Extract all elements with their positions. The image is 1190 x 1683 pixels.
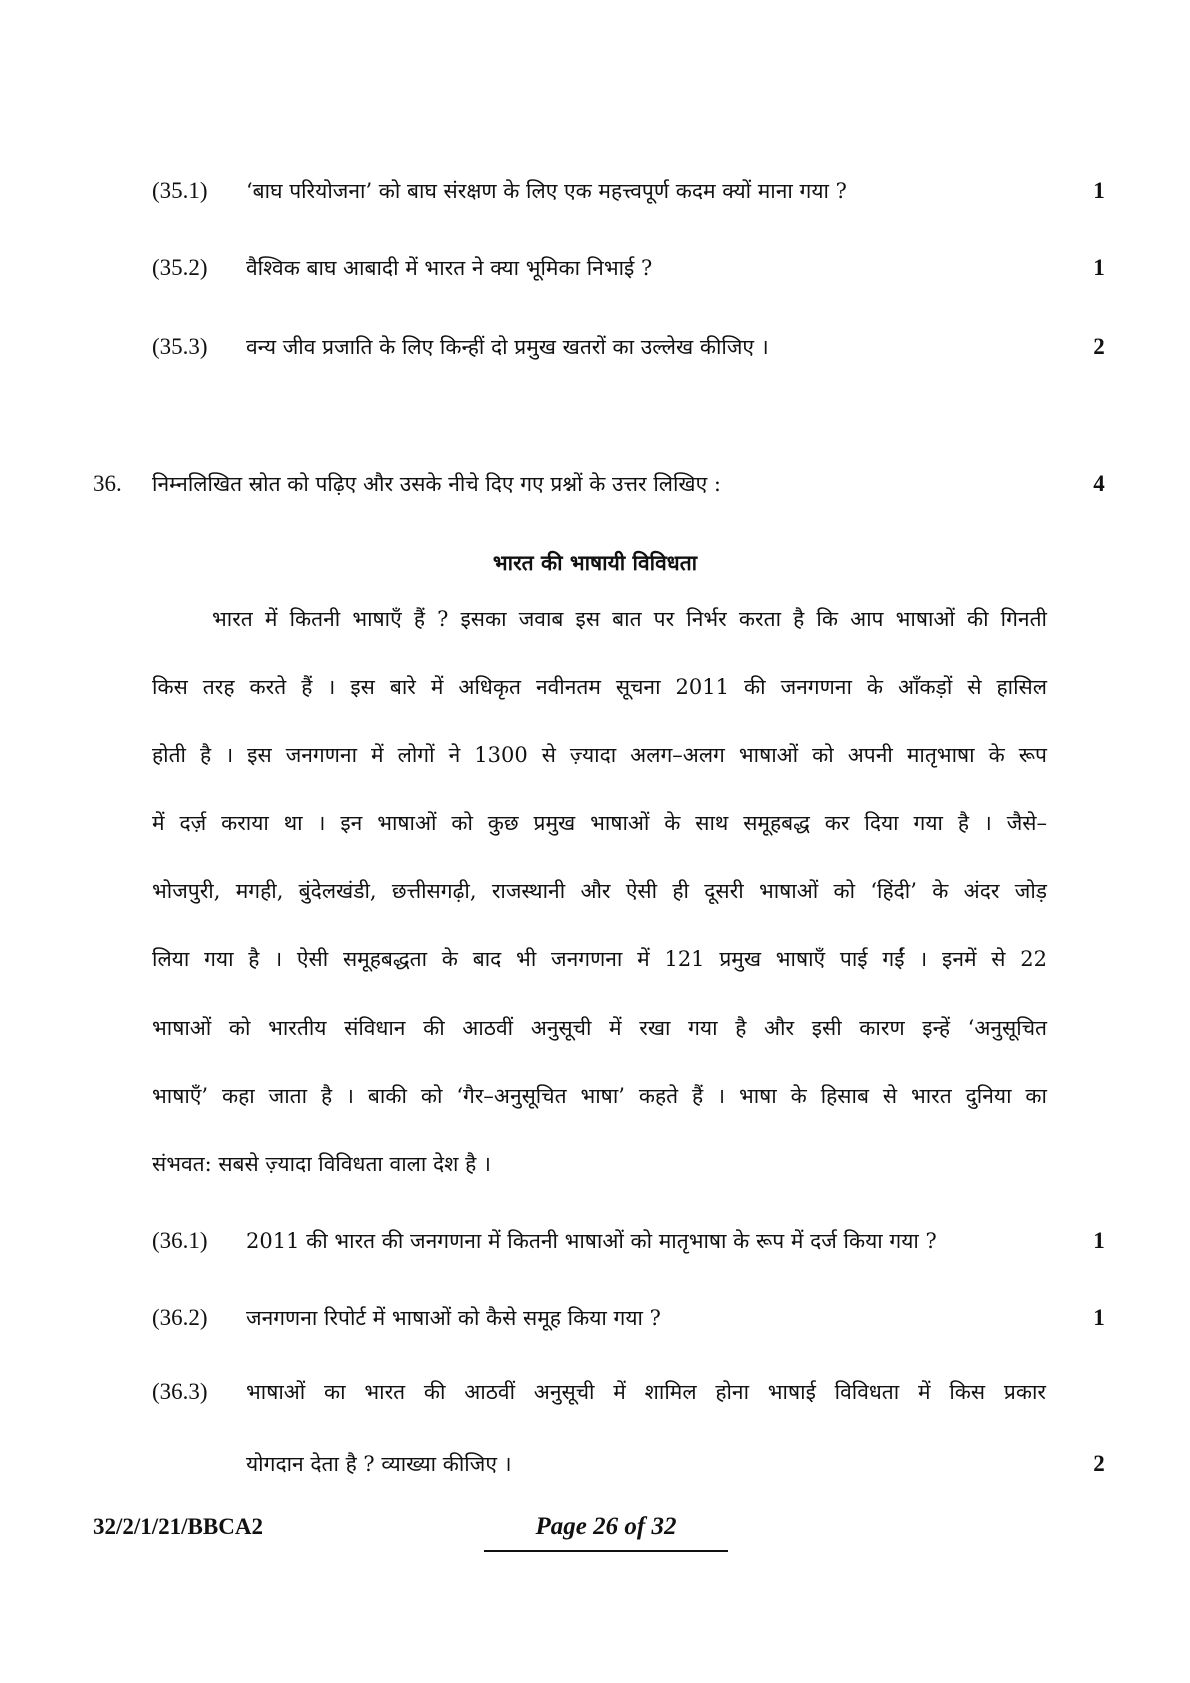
subquestion-label: (36.2): [152, 1305, 208, 1330]
subquestion-text-continued: योगदान देता है ? व्याख्या कीजिए ।: [246, 1452, 512, 1476]
question-number: 36.: [93, 471, 122, 496]
passage-line: भारत में कितनी भाषाएँ हैं ? इसका जवाब इस बात पर निर्भर करता है कि आप भाषाओं की गिनती: [212, 607, 1047, 631]
passage-line: होती है । इस जनगणना में लोगों ने 1300 से ज़्यादा अलग–अलग भाषाओं को अपनी मातृभाषा के रूप: [152, 743, 1047, 767]
passage-line: भोजपुरी, मगही, बुंदेलखंडी, छत्तीसगढ़ी, राजस्थानी और ऐसी ही दूसरी भाषाओं को ‘हिंदी’ के अंदर जोड़: [152, 879, 1047, 903]
subquestion-text: 2011 की भारत की जनगणना में कितनी भाषाओं को मातृभाषा के रूप में दर्ज किया गया ?: [246, 1229, 937, 1253]
passage-line: भाषाओं को भारतीय संविधान की आठवीं अनुसूची में रखा गया है और इसी कारण इन्हें ‘अनुसूचित: [152, 1016, 1047, 1040]
marks: 2: [1093, 334, 1105, 359]
subquestion-label: (35.3): [152, 334, 208, 359]
subquestion-text: वन्य जीव प्रजाति के लिए किन्हीं दो प्रमुख खतरों का उल्लेख कीजिए ।: [246, 335, 769, 359]
passage-line: में दर्ज़ कराया था । इन भाषाओं को कुछ प्रमुख भाषाओं के साथ समूहबद्ध कर दिया गया है । जैसे–: [152, 811, 1047, 835]
marks: 1: [1093, 255, 1105, 280]
page-number: Page 26 of 32: [535, 1513, 677, 1540]
marks: 1: [1093, 1305, 1105, 1330]
subquestion-text: ‘बाघ परियोजना’ को बाघ संरक्षण के लिए एक महत्त्वपूर्ण कदम क्यों माना गया ?: [246, 179, 847, 203]
subquestion-text: भाषाओं का भारत की आठवीं अनुसूची में शामिल होना भाषाई विविधता में किस प्रकार: [246, 1380, 1046, 1404]
source-title: भारत की भाषायी विविधता: [492, 550, 698, 575]
marks: 1: [1093, 178, 1105, 203]
marks: 1: [1093, 1228, 1105, 1253]
passage-line: भाषाएँ’ कहा जाता है । बाकी को ‘गैर–अनुसूचित भाषा’ कहते हैं । भाषा के हिसाब से भारत दुनिया का: [152, 1084, 1047, 1108]
paper-code: 32/2/1/21/BBCA2: [93, 1514, 263, 1539]
subquestion-text: वैश्विक बाघ आबादी में भारत ने क्या भूमिका निभाई ?: [246, 256, 653, 280]
subquestion-text: जनगणना रिपोर्ट में भाषाओं को कैसे समूह किया गया ?: [246, 1306, 661, 1330]
subquestion-label: (35.1): [152, 178, 208, 203]
subquestion-label: (36.3): [152, 1379, 208, 1404]
subquestion-label: (35.2): [152, 255, 208, 280]
marks: 2: [1093, 1451, 1105, 1476]
passage-line: संभवत: सबसे ज़्यादा विविधता वाला देश है ।: [152, 1152, 491, 1176]
marks: 4: [1093, 471, 1105, 496]
page-number-underline: [484, 1550, 728, 1552]
passage-line: किस तरह करते हैं । इस बारे में अधिकृत नवीनतम सूचना 2011 की जनगणना के आँकड़ों से हासिल: [152, 675, 1047, 699]
subquestion-label: (36.1): [152, 1228, 208, 1253]
question-instruction: निम्नलिखित स्रोत को पढ़िए और उसके नीचे दिए गए प्रश्नों के उत्तर लिखिए :: [152, 472, 721, 496]
passage-line: लिया गया है । ऐसी समूहबद्धता के बाद भी जनगणना में 121 प्रमुख भाषाएँ पाई गईं । इनमें से 22: [152, 947, 1047, 971]
